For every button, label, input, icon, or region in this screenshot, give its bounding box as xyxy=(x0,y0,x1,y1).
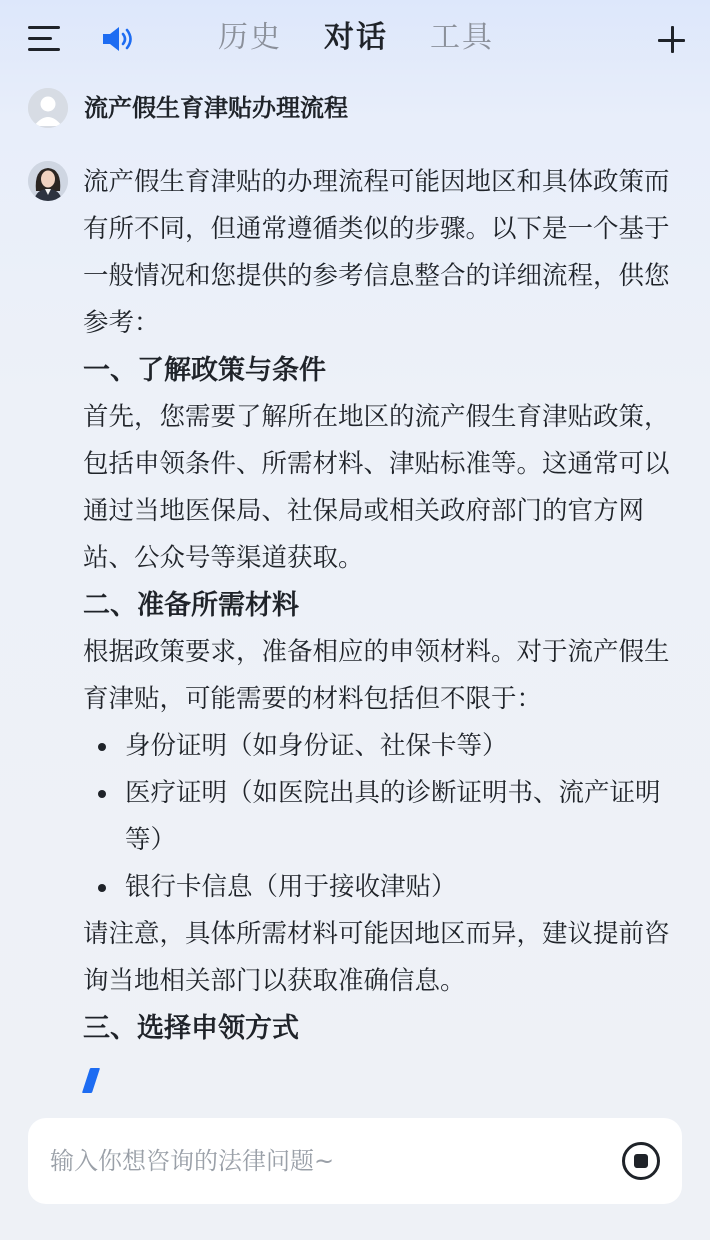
section-heading-2: 二、准备所需材料 xyxy=(83,590,299,621)
user-question-text: 流产假生育津贴办理流程 xyxy=(84,94,348,122)
list-item: 身份证明（如身份证、社保卡等） xyxy=(83,723,683,770)
assistant-answer xyxy=(83,159,683,1052)
assistant-avatar xyxy=(28,161,68,201)
typing-cursor xyxy=(82,1068,100,1093)
section-heading-3: 三、选择申领方式 xyxy=(83,1013,299,1044)
section-text-2: 根据政策要求，准备相应的申领材料。对于流产假生育津贴，可能需要的材料包括但不限于： xyxy=(83,637,670,714)
question-input[interactable] xyxy=(50,1140,590,1182)
user-message xyxy=(28,86,688,130)
tab-tools[interactable]: 工具 xyxy=(430,20,494,55)
assistant-avatar-icon xyxy=(28,161,68,201)
stop-icon xyxy=(634,1154,648,1168)
section-heading-1: 一、了解政策与条件 xyxy=(83,355,326,386)
speaker-icon[interactable] xyxy=(101,24,135,54)
list-item: 医疗证明（如医院出具的诊断证明书、流产证明等） xyxy=(83,770,683,864)
section-text-1: 首先，您需要了解所在地区的流产假生育津贴政策，包括申领条件、所需材料、津贴标准等。这通常可以通过当地医保局、社保局或相关政府部门的官方网站、公众号等渠道获取。 xyxy=(83,402,670,573)
user-avatar xyxy=(28,88,68,128)
plus-icon[interactable] xyxy=(656,24,688,56)
answer-intro: 流产假生育津贴的办理流程可能因地区和具体政策而有所不同，但通常遵循类似的步骤。以下是一个基于一般情况和您提供的参考信息整合的详细流程，供您参考： xyxy=(83,167,670,338)
user-avatar-icon xyxy=(28,88,68,128)
list-item: 银行卡信息（用于接收津贴） xyxy=(83,864,683,911)
menu-icon[interactable] xyxy=(28,25,62,53)
tab-history[interactable]: 历史 xyxy=(218,20,282,55)
input-bar xyxy=(28,1118,682,1204)
section-note-2: 请注意，具体所需材料可能因地区而异，建议提前咨询当地相关部门以获取准确信息。 xyxy=(83,919,670,996)
tab-chat[interactable]: 对话 xyxy=(324,20,388,55)
stop-generation-button[interactable] xyxy=(622,1142,660,1180)
top-nav-bar xyxy=(0,0,710,78)
materials-list xyxy=(83,723,683,911)
